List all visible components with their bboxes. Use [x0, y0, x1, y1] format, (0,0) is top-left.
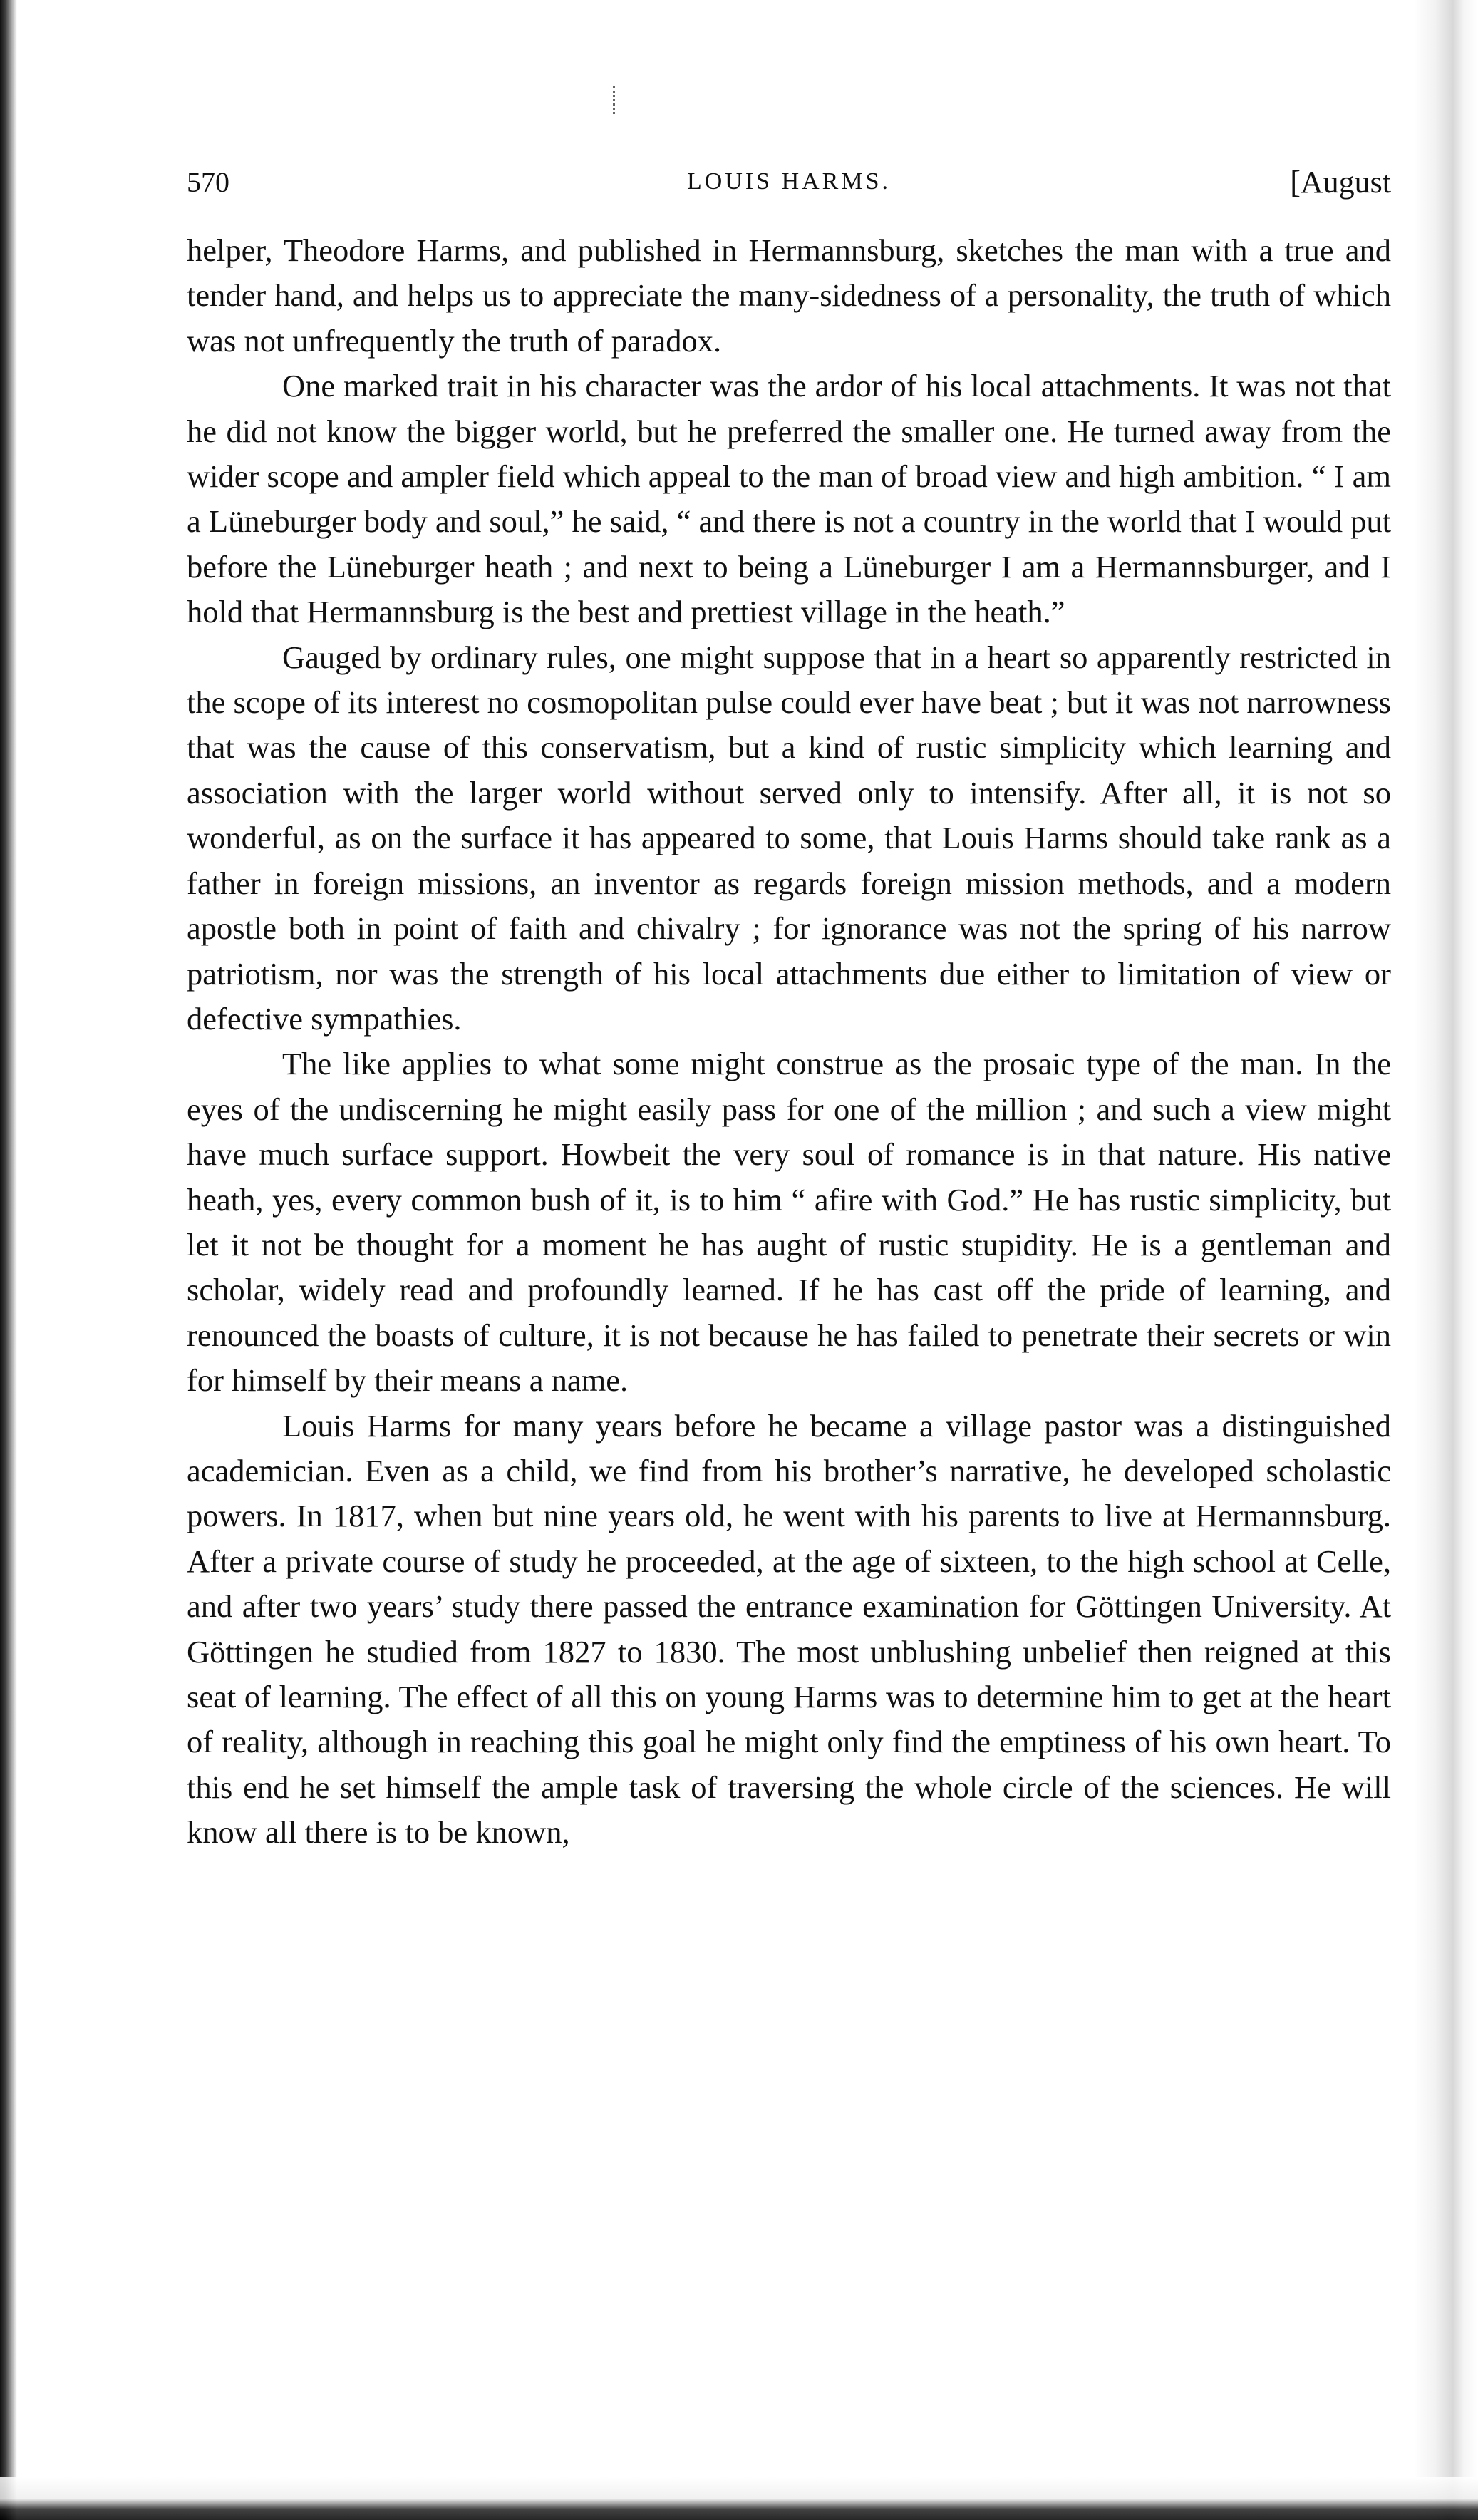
scan-bottom-edge	[0, 2477, 1478, 2520]
scan-artifact	[613, 86, 621, 114]
paragraph: Gauged by ordinary rules, one might suppose that in a heart so apparently restricted in the scope of its interest no cosmopolitan pulse could ever have beat ; but it was not narrowness that was the cause of this conservatism, but a kind of rustic simplicity which learning and association with the larger world without served only to intensify. After all, it is not so wonderful, as on the surface it has appeared to some, that Louis Harms should take rank as a father in foreign missions, an inventor as regards foreign mission methods, and a modern apostle both in point of faith and chivalry ; for ignorance was not the spring of his narrow patriotism, nor was the strength of his local attachments due either to limitation of view or defective sympathies.	[187, 639, 1391, 1037]
running-head	[187, 158, 1391, 208]
scan-right-edge	[1414, 0, 1478, 2520]
running-title: LOUIS HARMS.	[686, 168, 892, 195]
page-number: 570	[187, 166, 229, 198]
paragraph-continued: helper, Theodore Harms, and published in Hermannsburg, sketches the man with a true and tender hand, and helps us to appreciate the many-sidedness of a personality, the truth of which was not unfrequently the truth of paradox.	[187, 232, 1391, 359]
paragraph: The like applies to what some might construe as the prosaic type of the man. In the eyes of the undiscerning he might easily pass for one of the million ; and such a view might have much surface support. Howbeit the very soul of romance is in that nature. His native heath, yes, every common bush of it, is to him “ afire with God.” He has rustic simplicity, but let it not be thought for a moment he has aught of rustic stupidity. He is a gentleman and scholar, widely read and profoundly learned. If he has cast off the pride of learning, and renounced the boasts of culture, it is not because he has failed to penetrate their secrets or win for himself by their means a name.	[187, 1046, 1391, 1399]
paragraph: Louis Harms for many years before he became a village pastor was a distinguished academician. Even as a child, we find from his brother’s narrative, he developed scholastic powers. In 1817, when but nine years old, he went with his parents to live at Hermannsburg. After a private course of study he proceeded, at the age of sixteen, to the high school at Celle, and after two years’ study there passed the entrance examination for Göttingen University. At Göttingen he studied from 1827 to 1830. The most unblushing unbelief then reigned at this seat of learning. The effect of all this on young Harms was to determine him to get at the heart of reality, although in reaching this goal he might only find the emptiness of his own heart. To this end he set himself the ample task of traversing the whole circle of the sciences. He will know all there is to be known,	[187, 1407, 1391, 1851]
body-text	[187, 228, 1391, 1856]
running-date: [August	[1290, 165, 1391, 200]
paragraph: One marked trait in his character was the ardor of his local attachments. It was not that he did not know the bigger world, but he preferred the smaller one. He turned away from the wider scope and ampler field which appeal to the man of broad view and high ambition. “ I am a Lüneburger body and soul,” he said, “ and there is not a country in the world that I would put before the Lüneburger heath ; and next to being a Lüneburger I am a Hermannsburger, and I hold that Hermannsburg is the best and prettiest village in the heath.”	[187, 368, 1391, 630]
scan-left-edge	[0, 0, 17, 2520]
